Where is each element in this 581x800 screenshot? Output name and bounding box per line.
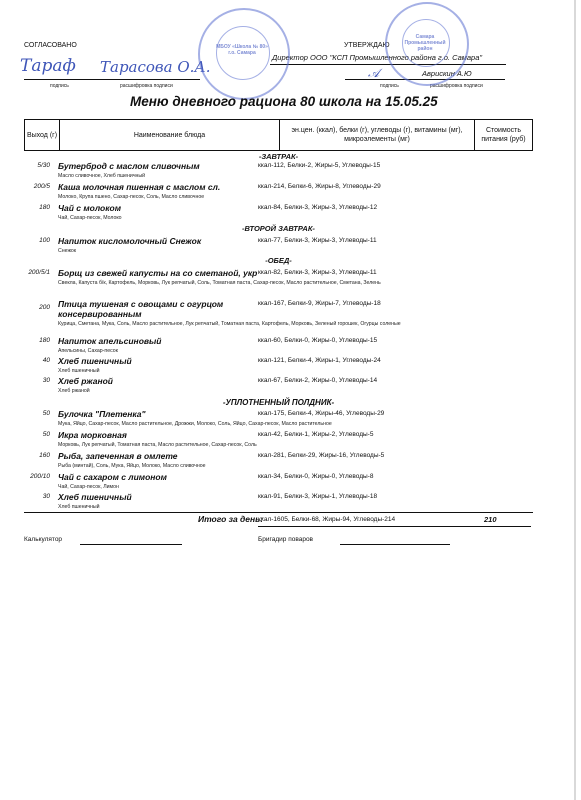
table-header (24, 119, 533, 151)
item-output: 200 (39, 304, 50, 311)
item-ingredients: Снежок (58, 248, 77, 254)
brigadier-line (340, 544, 450, 545)
item-nutrition: ккал-34, Белки-0, Жиры-0, Углеводы-8 (258, 473, 374, 480)
item-ingredients: Рыба (минтай), Соль, Мука, Яйцо, Молоко, Масло сливочное (58, 463, 206, 469)
item-nutrition: ккал-281, Белки-29, Жиры-16, Углеводы-5 (258, 452, 385, 459)
item-ingredients: Морковь, Лук репчатый, Томатная паста, Масло растительное, Сахар-песок, Соль (58, 442, 257, 448)
item-output: 200/5 (33, 183, 50, 190)
agreed-name-handwritten: Тарасова О.А. (100, 58, 211, 76)
director-title: Директор ООО "КСП Промышленного района г.о. Самара" (272, 53, 483, 62)
item-output: 200/10 (30, 473, 50, 480)
item-output: 180 (39, 204, 50, 211)
item-ingredients: Хлеб ржаной (58, 388, 90, 394)
approve-signature-caption: подпись (380, 83, 399, 89)
item-nutrition: ккал-175, Белки-4, Жиры-46, Углеводы-29 (258, 410, 385, 417)
item-output: 5/30 (37, 162, 50, 169)
agreed-signature-caption: подпись (50, 83, 69, 89)
item-output: 160 (39, 452, 50, 459)
agreed-decoding-line (104, 79, 200, 80)
item-ingredients: Хлеб пшеничный (58, 368, 100, 374)
agreed-decoding-caption: расшифровка подписи (120, 83, 173, 89)
total-cost: 210 (484, 515, 497, 524)
school-stamp-text: МБОУ «Школа № 80» г.о. Самара (216, 44, 268, 56)
section-second-breakfast: -ВТОРОЙ ЗАВТРАК- (242, 224, 315, 233)
total-nutrition: ккал-1605, Белки-68, Жиры-94, Углеводы-214 (258, 516, 396, 523)
col-header-dish: Наименование блюда (60, 120, 280, 150)
item-name: Чай с молоком (58, 203, 122, 213)
item-nutrition: ккал-67, Белки-2, Жиры-0, Углеводы-14 (258, 377, 378, 384)
item-ingredients: Апельсины, Сахар-песок (58, 348, 118, 354)
approve-decoding-caption: расшифровка подписи (430, 83, 483, 89)
item-name: Бутерброд с маслом сливочным (58, 161, 200, 171)
total-divider (24, 512, 533, 513)
agreed-label: СОГЛАСОВАНО (24, 42, 77, 49)
col-header-cost: Стоимость питания (руб) (481, 127, 526, 143)
item-nutrition: ккал-42, Белки-1, Жиры-2, Углеводы-5 (258, 431, 374, 438)
page-title: Меню дневного рациона 80 школа на 15.05.25 (130, 94, 438, 109)
item-output: 30 (42, 377, 50, 384)
item-output: 50 (42, 410, 50, 417)
item-nutrition: ккал-91, Белки-3, Жиры-1, Углеводы-18 (258, 493, 378, 500)
item-ingredients: Чай, Сахар-песок, Молоко (58, 215, 122, 221)
item-nutrition: ккал-121, Белки-4, Жиры-1, Углеводы-24 (258, 357, 381, 364)
item-nutrition: ккал-82, Белки-3, Жиры-3, Углеводы-11 (258, 269, 377, 276)
agreed-signature-line (24, 79, 104, 80)
total-label: Итого за день: (198, 514, 264, 524)
item-ingredients: Свекла, Капуста б/к, Картофель, Морковь, Лук репчатый, Соль, Томатная паста, Сахар-песок, Масло растительное, Сметана, Зелень (58, 280, 381, 286)
item-ingredients: Масло сливочное, Хлеб пшеничный (58, 173, 146, 179)
agreed-signature: Тараф (20, 56, 76, 76)
col-header-nutrition: эн.цен. (ккал), белки (г), углеводы (г), витамины (мг), микроэлементы (мг) (280, 120, 475, 150)
item-nutrition: ккал-112, Белки-2, Жиры-5, Углеводы-15 (258, 162, 381, 169)
director-line (270, 64, 506, 65)
scan-edge (574, 0, 576, 800)
item-name: Напиток апельсиновый (58, 336, 162, 346)
item-output: 100 (39, 237, 50, 244)
item-output: 200/5/1 (28, 269, 50, 276)
section-snack: -УПЛОТНЕННЫЙ ПОЛДНИК- (222, 398, 335, 407)
item-nutrition: ккал-167, Белки-9, Жиры-7, Углеводы-18 (258, 300, 381, 307)
item-name: Булочка "Плетенка" (58, 409, 146, 419)
item-name: Борщ из свежей капусты на со сметаной, укр (58, 268, 258, 278)
brigadier-label: Бригадир поваров (258, 536, 314, 543)
company-stamp-text: Самара Промышленный район (404, 34, 446, 52)
item-ingredients: Молоко, Крупа пшено, Сахар-песок, Соль, Масло сливочное (58, 194, 205, 200)
item-ingredients: Курица, Сметана, Мука, Соль, Масло растительное, Лук репчатый, Томатная паста, Картофель, Морковь, Зеленый горошек, Огурцы соленые (58, 321, 401, 327)
item-name: Хлеб пшеничный (58, 492, 132, 502)
item-output: 50 (42, 431, 50, 438)
item-nutrition: ккал-60, Белки-0, Жиры-0, Углеводы-15 (258, 337, 378, 344)
section-lunch: -ОБЕД- (265, 256, 292, 265)
calculator-label: Калькулятор (24, 536, 63, 543)
approve-name: Аврискин А.Ю (422, 69, 472, 78)
item-name: Каша молочная пшенная с маслом сл. (58, 182, 221, 192)
item-name: Хлеб ржаной (58, 376, 113, 386)
item-ingredients: Хлеб пшеничный (58, 504, 100, 510)
item-name: Напиток кисломолочный Снежок (58, 236, 202, 246)
item-output: 40 (42, 357, 50, 364)
total-underline (258, 526, 531, 527)
item-ingredients: Мука, Яйцо, Сахар-песок, Масло растительное, Дрожжи, Молоко, Соль, Яйцо, Сахар-песок, Масло растительное (58, 421, 332, 427)
col-header-output: Выход (г) (25, 120, 60, 150)
item-name: Хлеб пшеничный (58, 356, 132, 366)
item-nutrition: ккал-77, Белки-3, Жиры-3, Углеводы-11 (258, 237, 377, 244)
item-output: 180 (39, 337, 50, 344)
item-name: Икра морковная (58, 430, 127, 440)
approve-signature: 𝒜 (368, 66, 380, 80)
item-name: Птица тушеная с овощами с огурцом консервированным (58, 299, 224, 319)
approve-label: УТВЕРЖДАЮ (344, 42, 390, 49)
calculator-line (80, 544, 182, 545)
item-name: Рыба, запеченная в омлете (58, 451, 178, 461)
item-nutrition: ккал-84, Белки-3, Жиры-3, Углеводы-12 (258, 204, 378, 211)
item-name: Чай с сахаром с лимоном (58, 472, 167, 482)
item-nutrition: ккал-214, Белки-6, Жиры-8, Углеводы-29 (258, 183, 381, 190)
item-ingredients: Чай, Сахар-песок, Лимон (58, 484, 119, 490)
section-breakfast: -ЗАВТРАК- (258, 152, 299, 161)
item-output: 30 (42, 493, 50, 500)
